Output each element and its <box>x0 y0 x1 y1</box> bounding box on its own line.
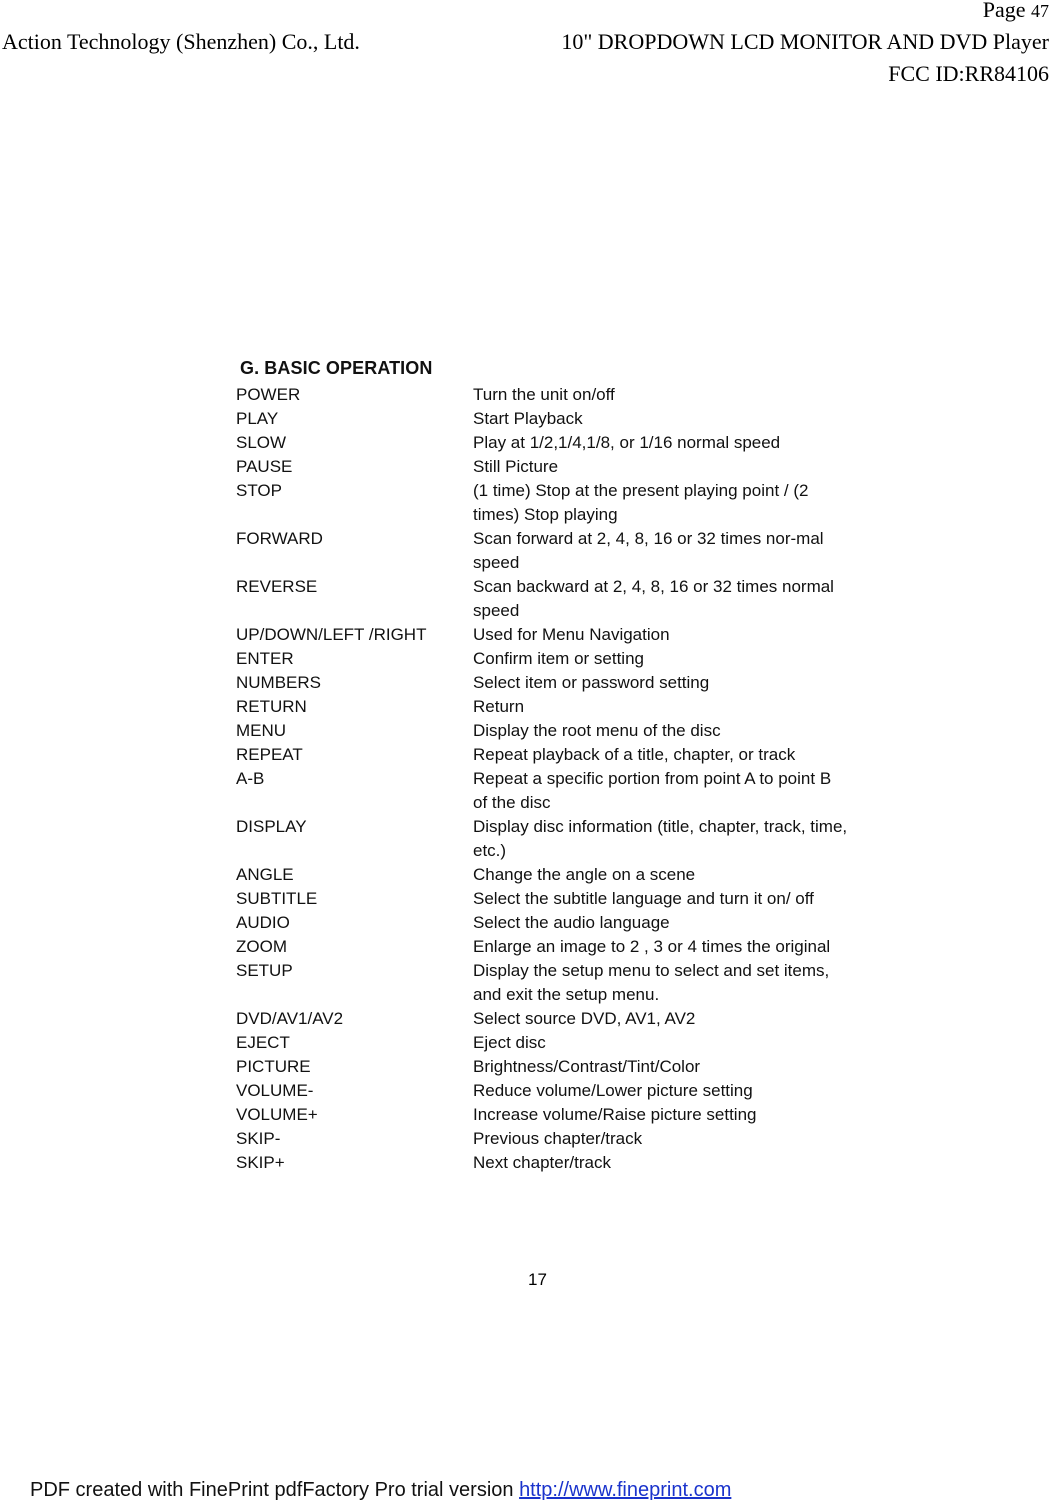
operation-key: SUBTITLE <box>236 889 318 908</box>
operation-description: Display disc information (title, chapter, track, time, etc.) <box>473 817 848 860</box>
operation-row <box>236 527 856 575</box>
page-number-header: 47 <box>1031 1 1049 21</box>
footer-text: PDF created with FinePrint pdfFactory Pro trial version <box>30 1479 520 1501</box>
operation-description: Previous chapter/track <box>473 1129 643 1148</box>
operation-description: Scan forward at 2, 4, 8, 16 or 32 times nor-mal speed <box>473 529 824 572</box>
operation-description: Reduce volume/Lower picture setting <box>473 1081 753 1100</box>
fcc-id: FCC ID:RR84106 <box>888 61 1049 86</box>
operation-key: A-B <box>236 769 265 788</box>
operation-row <box>236 695 856 719</box>
operation-key: NUMBERS <box>236 673 322 692</box>
operation-key: FORWARD <box>236 529 323 548</box>
operation-row <box>236 455 856 479</box>
operation-row <box>236 1007 856 1031</box>
operation-description: Return <box>473 697 525 716</box>
operation-row <box>236 575 856 623</box>
operation-description: Select the subtitle language and turn it on/ off <box>473 889 814 908</box>
operation-row <box>236 743 856 767</box>
operation-description: Select the audio language <box>473 913 670 932</box>
operation-description: Used for Menu Navigation <box>473 625 670 644</box>
operation-row <box>236 1031 856 1055</box>
page-number-footer: 17 <box>528 1270 547 1289</box>
pdf-footer <box>30 1476 731 1504</box>
page-label: Page <box>982 0 1026 22</box>
operation-key: AUDIO <box>236 913 290 932</box>
operation-row <box>236 1151 856 1175</box>
operation-row <box>236 887 856 911</box>
operation-description: Still Picture <box>473 457 559 476</box>
operation-row <box>236 1103 856 1127</box>
operation-row <box>236 1079 856 1103</box>
operation-row <box>236 815 856 863</box>
operation-key: ZOOM <box>236 937 287 956</box>
product-title: 10" DROPDOWN LCD MONITOR AND DVD Player <box>561 29 1049 54</box>
operation-key: PLAY <box>236 409 279 428</box>
operation-key: REPEAT <box>236 745 303 764</box>
operation-key: DISPLAY <box>236 817 307 836</box>
operation-key: PICTURE <box>236 1057 311 1076</box>
operation-key: UP/DOWN/LEFT /RIGHT <box>236 625 427 644</box>
operation-description: (1 time) Stop at the present playing point / (2 times) Stop playing <box>473 481 809 524</box>
operation-key: MENU <box>236 721 287 740</box>
operation-description: Enlarge an image to 2 , 3 or 4 times the original <box>473 937 831 956</box>
operation-row <box>236 1127 856 1151</box>
operation-row <box>236 623 856 647</box>
operation-row <box>236 935 856 959</box>
operation-key: STOP <box>236 481 282 500</box>
operation-key: VOLUME- <box>236 1081 314 1100</box>
operation-key: SLOW <box>236 433 287 452</box>
operation-row <box>236 431 856 455</box>
operation-row <box>236 959 856 1007</box>
operation-description: Scan backward at 2, 4, 8, 16 or 32 times normal speed <box>473 577 834 620</box>
operation-description: Eject disc <box>473 1033 546 1052</box>
operation-description: Confirm item or setting <box>473 649 644 668</box>
operation-row <box>236 719 856 743</box>
operation-key: VOLUME+ <box>236 1105 318 1124</box>
operation-key: ENTER <box>236 649 294 668</box>
operation-key: REVERSE <box>236 577 318 596</box>
operation-key: DVD/AV1/AV2 <box>236 1009 344 1028</box>
operation-description: Turn the unit on/off <box>473 385 615 404</box>
operation-row <box>236 1055 856 1079</box>
operation-description: Change the angle on a scene <box>473 865 696 884</box>
operation-description: Repeat a specific portion from point A to point B of the disc <box>473 769 832 812</box>
operation-row <box>236 767 856 815</box>
operation-key: RETURN <box>236 697 307 716</box>
operation-row <box>236 671 856 695</box>
operation-key: PAUSE <box>236 457 293 476</box>
operation-row <box>236 479 856 527</box>
section-title: G. BASIC OPERATION <box>240 358 433 378</box>
operation-description: Start Playback <box>473 409 583 428</box>
operation-row <box>236 647 856 671</box>
operation-row <box>236 911 856 935</box>
operation-description: Display the root menu of the disc <box>473 721 721 740</box>
operation-description: Select item or password setting <box>473 673 710 692</box>
operation-key: POWER <box>236 385 301 404</box>
operation-description: Select source DVD, AV1, AV2 <box>473 1009 696 1028</box>
operation-description: Repeat playback of a title, chapter, or track <box>473 745 796 764</box>
footer-link[interactable]: http://www.fineprint.com <box>519 1479 732 1501</box>
operation-key: ANGLE <box>236 865 294 884</box>
operation-description: Play at 1/2,1/4,1/8, or 1/16 normal speed <box>473 433 781 452</box>
operation-key: SKIP- <box>236 1129 281 1148</box>
operation-description: Next chapter/track <box>473 1153 611 1172</box>
operation-key: SETUP <box>236 961 293 980</box>
operation-row <box>236 383 856 407</box>
company-name: Action Technology (Shenzhen) Co., Ltd. <box>2 29 360 54</box>
operation-description: Brightness/Contrast/Tint/Color <box>473 1057 701 1076</box>
operation-description: Display the setup menu to select and set items, and exit the setup menu. <box>473 961 830 1004</box>
page-indicator <box>983 0 1049 24</box>
operation-key: EJECT <box>236 1033 290 1052</box>
basic-operation-section <box>236 356 856 1175</box>
operation-row <box>236 407 856 431</box>
operation-description: Increase volume/Raise picture setting <box>473 1105 757 1124</box>
operation-row <box>236 863 856 887</box>
operation-table <box>236 383 856 1175</box>
operation-key: SKIP+ <box>236 1153 285 1172</box>
